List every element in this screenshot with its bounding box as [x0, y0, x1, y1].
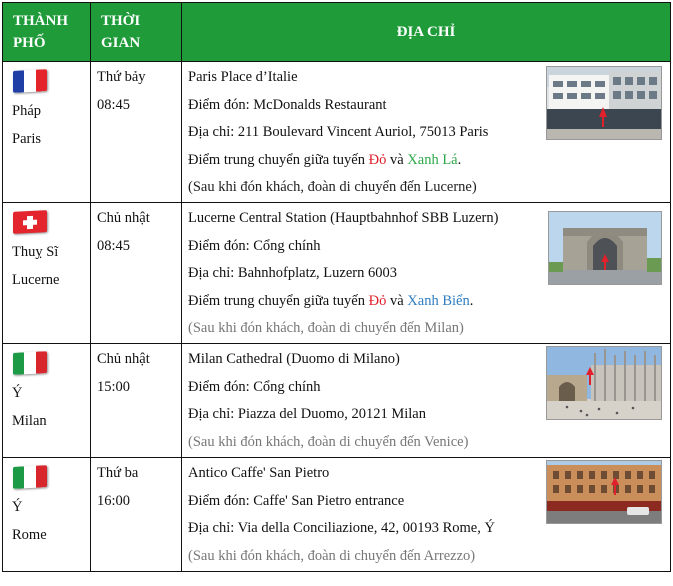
- next-stop-note: (Sau khi đón khách, đoàn di chuyển đến Lucerne): [188, 179, 477, 195]
- next-stop-note: (Sau khi đón khách, đoàn di chuyển đến Arrezzo): [188, 547, 476, 564]
- place-name: Lucerne Central Station (Hauptbahnhof SBB Luzern): [188, 210, 499, 226]
- street-address: Địa chỉ: Via della Conciliazione, 42, 00193 Rome, Ý: [188, 520, 495, 536]
- time-label: 15:00: [97, 378, 131, 395]
- street-address: Địa chỉ: 211 Boulevard Vincent Auriol, 75013 Paris: [188, 124, 489, 140]
- country-name: Thuỵ Sĩ: [12, 244, 59, 260]
- header-city: THÀNH PHỐ: [3, 3, 91, 62]
- france-flag-icon: [13, 69, 47, 93]
- country-name: Ý: [12, 385, 23, 401]
- header-time: THỜI GIAN: [91, 3, 182, 62]
- time-label: 08:45: [97, 237, 131, 254]
- time-cell: [91, 344, 182, 458]
- place-name: Milan Cathedral (Duomo di Milano): [188, 351, 400, 367]
- transfer-info: Điểm trung chuyển giữa tuyến Đỏ và Xanh Lá.: [188, 151, 462, 168]
- day-label: Thứ bảy: [97, 69, 146, 85]
- line-red-label: Đỏ: [368, 292, 387, 309]
- city-cell: [3, 458, 91, 572]
- pickup-point: Điểm đón: McDonalds Restaurant: [188, 96, 387, 113]
- pickup-point: Điểm đón: Cổng chính: [188, 237, 321, 254]
- country-name: Ý: [12, 499, 23, 515]
- table-row: [3, 62, 671, 203]
- address-cell: [182, 344, 671, 458]
- day-label: Chủ nhật: [97, 351, 150, 367]
- city-cell: [3, 344, 91, 458]
- header-row: [3, 3, 671, 62]
- city-cell: [3, 203, 91, 344]
- italy-flag-icon: [13, 465, 47, 489]
- table-row: [3, 458, 671, 572]
- line-red-label: Đỏ: [368, 151, 387, 168]
- address-cell: [182, 458, 671, 572]
- city-name: Rome: [12, 526, 47, 543]
- header-address: ĐỊA CHỈ: [182, 3, 671, 62]
- time-label: 08:45: [97, 96, 131, 113]
- city-cell: [3, 62, 91, 203]
- city-name: Milan: [12, 412, 47, 429]
- address-cell: [182, 203, 671, 344]
- table-row: [3, 203, 671, 344]
- next-stop-note: (Sau khi đón khách, đoàn di chuyển đến Milan): [188, 320, 464, 336]
- time-label: 16:00: [97, 492, 131, 509]
- line-blue-label: Xanh Biển: [407, 292, 470, 309]
- pickup-point: Điểm đón: Caffe' San Pietro entrance: [188, 492, 405, 509]
- city-name: Paris: [12, 130, 41, 147]
- table-row: [3, 344, 671, 458]
- pickup-photo: [546, 346, 662, 420]
- country-name: Pháp: [12, 103, 41, 119]
- place-name: Antico Caffe' San Pietro: [188, 465, 330, 481]
- pickup-photo: [546, 66, 662, 140]
- line-green-label: Xanh Lá: [407, 151, 458, 168]
- street-address: Địa chỉ: Piazza del Duomo, 20121 Milan: [188, 406, 426, 422]
- place-name: Paris Place d’Italie: [188, 69, 298, 85]
- day-label: Chủ nhật: [97, 210, 150, 226]
- schedule-table: [2, 2, 671, 572]
- next-stop-note: (Sau khi đón khách, đoàn di chuyển đến Venice): [188, 433, 469, 450]
- day-label: Thứ ba: [97, 465, 139, 481]
- address-cell: [182, 62, 671, 203]
- city-name: Lucerne: [12, 271, 60, 288]
- italy-flag-icon: [13, 351, 47, 375]
- time-cell: [91, 458, 182, 572]
- switzerland-flag-icon: [13, 210, 47, 234]
- time-cell: [91, 62, 182, 203]
- pickup-photo: [548, 211, 662, 285]
- pickup-point: Điểm đón: Cổng chính: [188, 378, 321, 395]
- time-cell: [91, 203, 182, 344]
- transfer-info: Điểm trung chuyển giữa tuyến Đỏ và Xanh Biển.: [188, 292, 474, 309]
- pickup-photo: [546, 460, 662, 524]
- street-address: Địa chỉ: Bahnhofplatz, Luzern 6003: [188, 265, 397, 281]
